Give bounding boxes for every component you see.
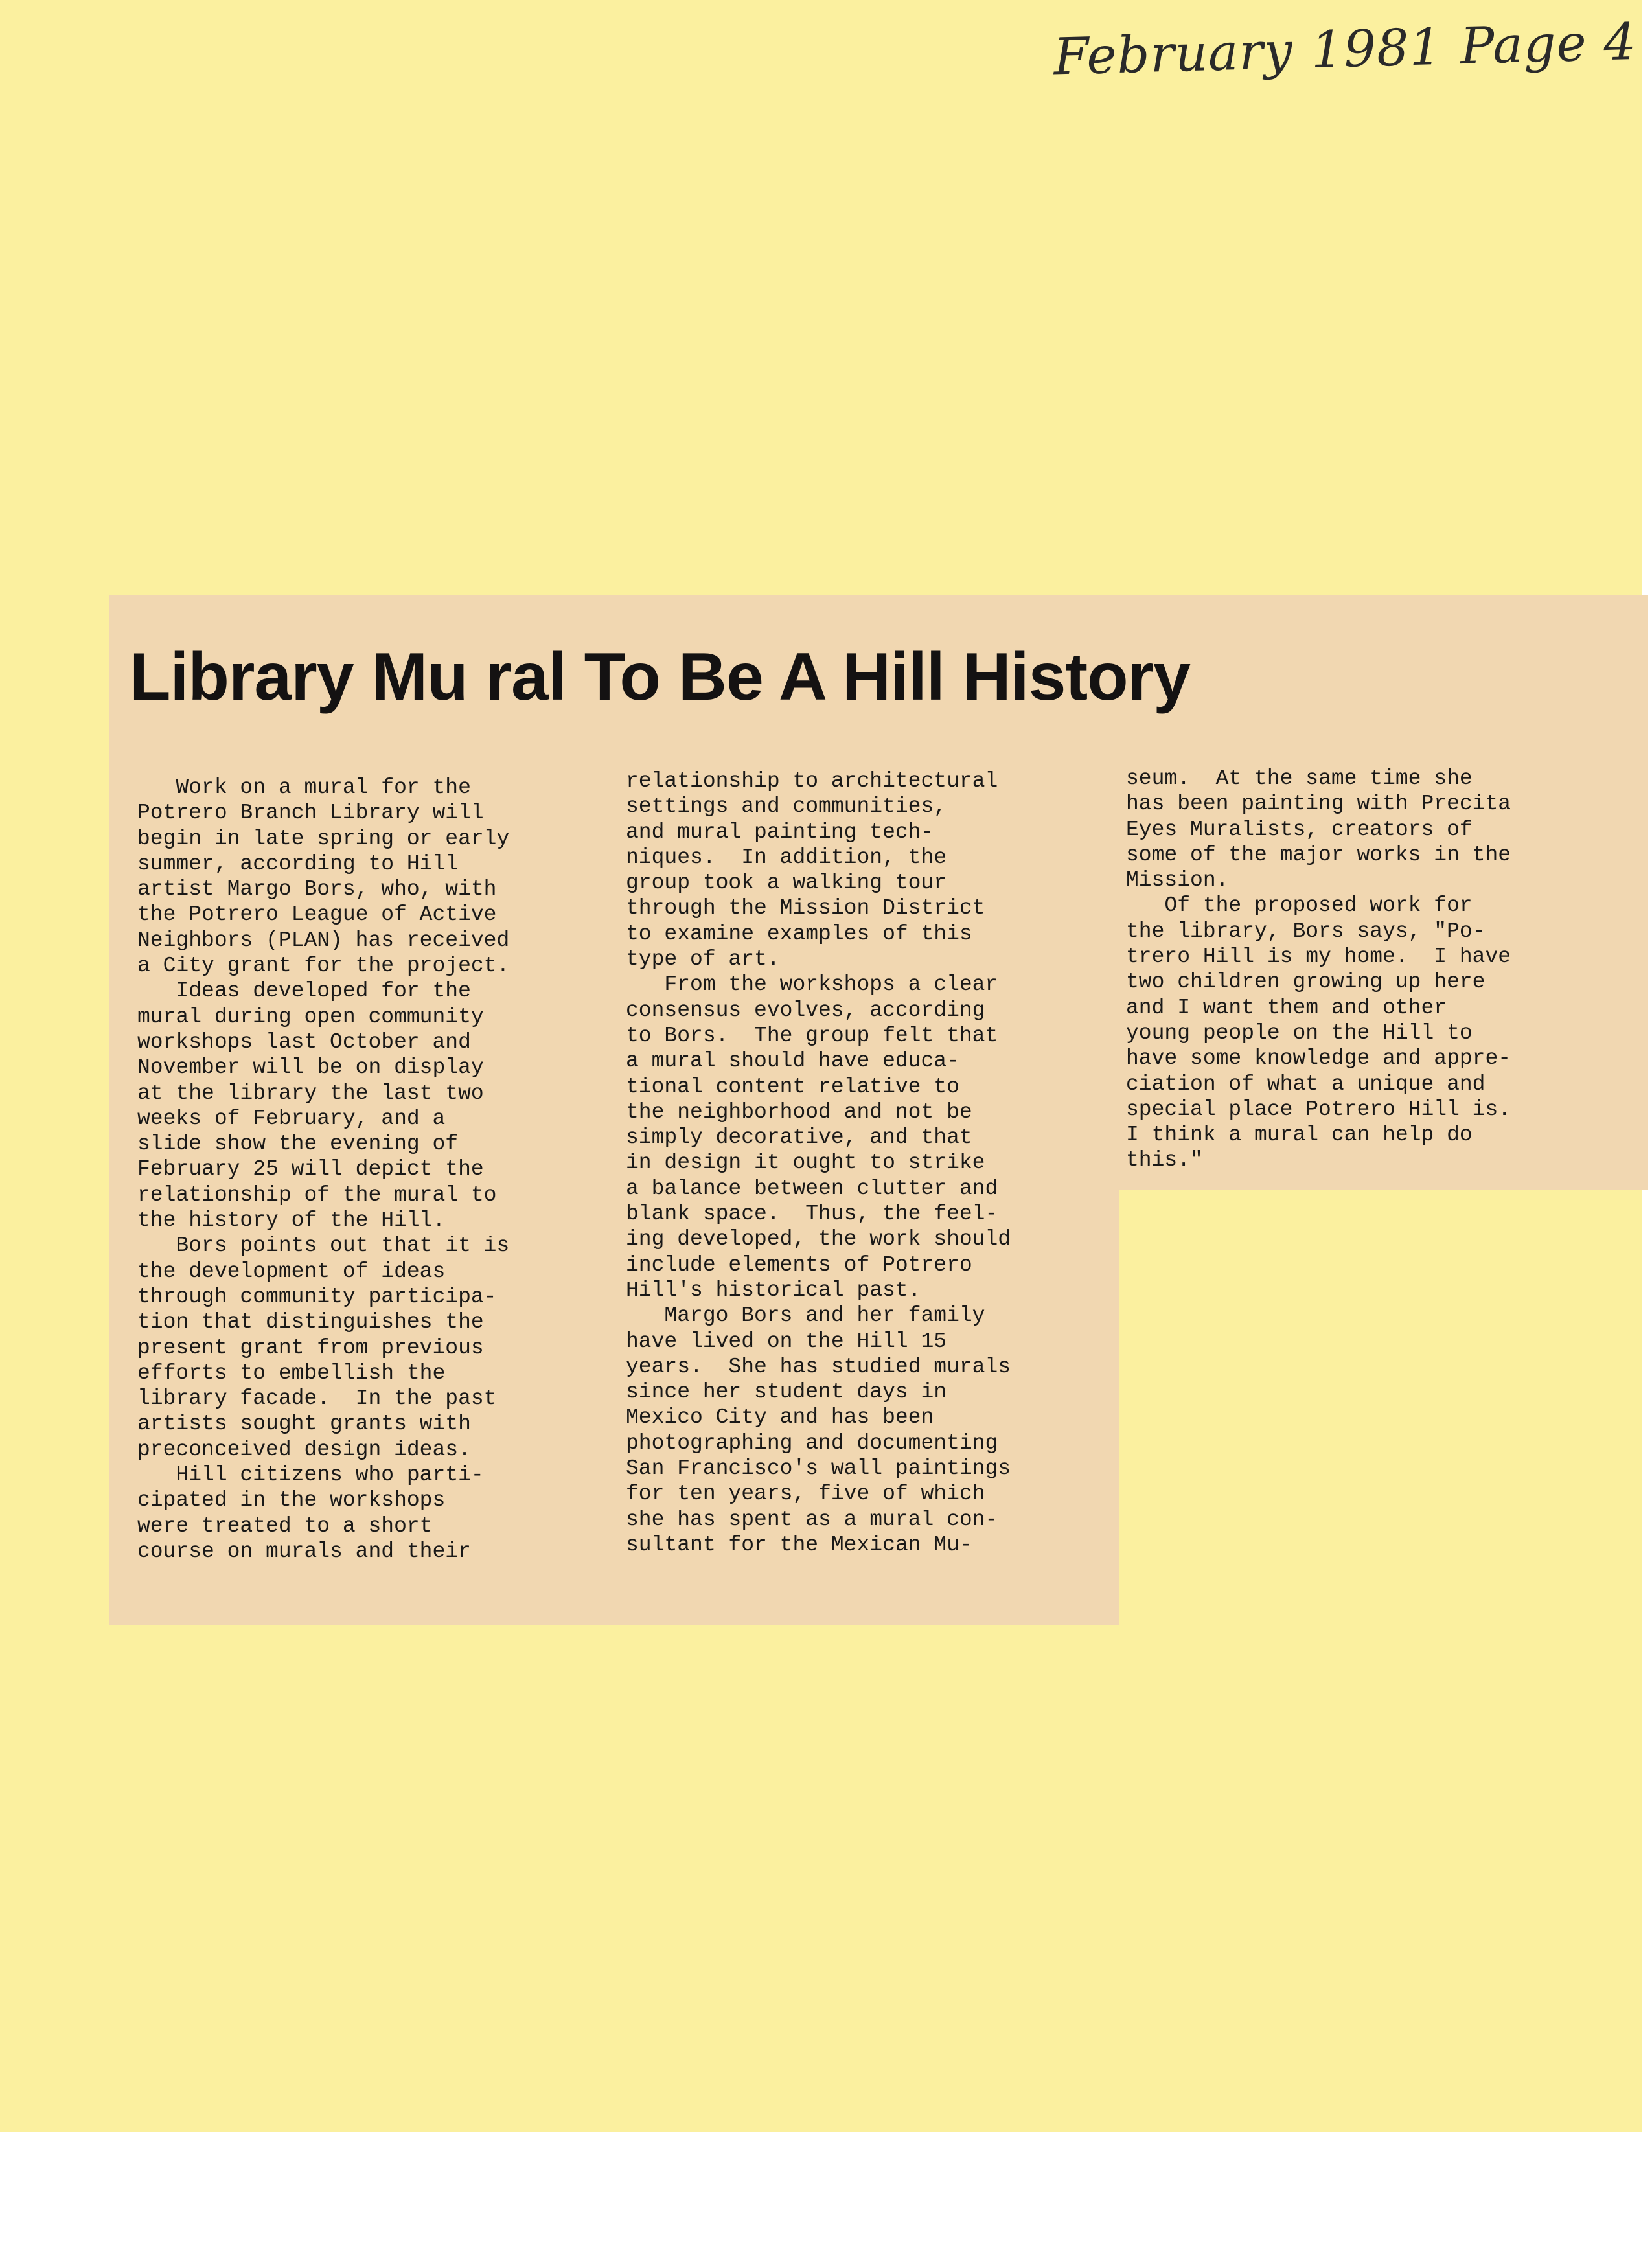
article-column-3: seum. At the same time she has been painting with Precita Eyes Muralists, creators of some of the major works in the Mission. Of the proposed work for the library, Bors says, "Po- trero Hill is my home. I have two children growing up here and I want them and other young people on the Hill to have some knowledge and appre- ciation of what a unique and special place Potrero Hill is. I think a mural can help do this.": [1126, 766, 1511, 1173]
article-column-1: Work on a mural for the Potrero Branch Library will begin in late spring or early summer, according to Hill artist Margo Bors, who, with the Potrero League of Active Neighbors (PLAN) has received a City grant for the project. Ideas developed for the mural during open community workshops last October and November will be on display at the library the last two weeks of February, and a slide show the evening of February 25 will depict the relationship of the mural to the history of the Hill. Bors points out that it is the development of ideas through community participa- tion that distinguishes the present grant from previous efforts to embellish the library facade. In the past artists sought grants with preconceived design ideas. Hill citizens who parti- cipated in the workshops were treated to a short course on murals and their: [137, 776, 510, 1563]
article-headline: Library Mu ral To Be A Hill History: [130, 639, 1190, 715]
note-month: February: [1053, 21, 1294, 87]
article-column-2: relationship to architectural settings and communities, and mural painting tech- niques. In addition, the group took a walking tour through the Mission District to examine examples of this type of art. From the workshops a clear consensus evolves, according to Bors. The group felt that a mural should have educa- tional content relative to the neighborhood and not be simply decorative, and that in design it ought to strike a balance between clutter and blank space. Thus, the feel- ing developed, the work should include elements of Potrero Hill's historical past. Margo Bors and her family have lived on the Hill 15 years. She has studied murals since her student days in Mexico City and has been photographing and documenting San Francisco's wall paintings for ten years, five of which she has spent as a mural con- sultant for the Mexican Mu-: [626, 769, 1011, 1557]
note-year: 1981: [1310, 17, 1443, 80]
note-page: Page 4: [1460, 13, 1638, 76]
page-margin: [0, 2132, 1652, 2254]
